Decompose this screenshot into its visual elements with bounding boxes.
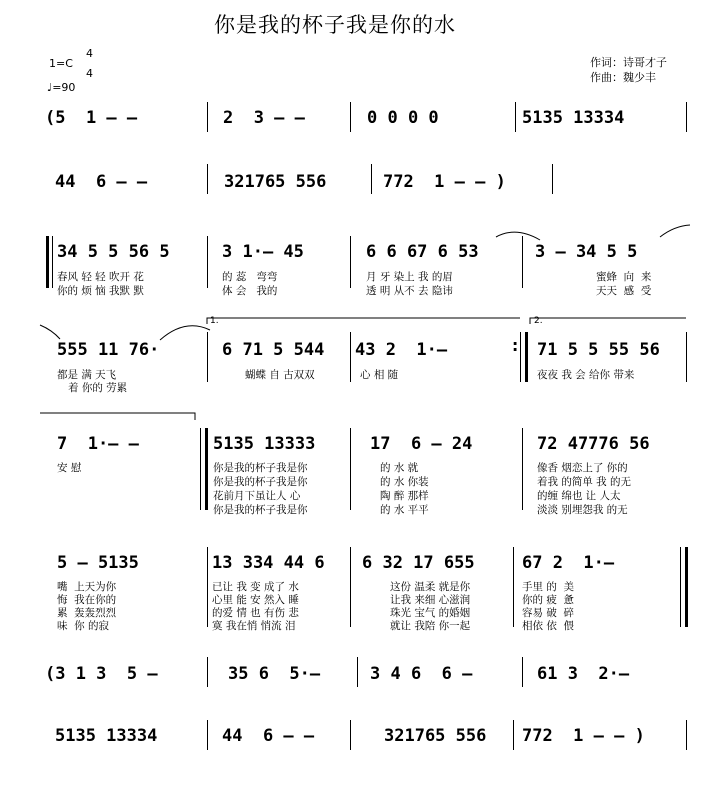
- slur-tie: [496, 232, 540, 240]
- lyric-5-3-d: 的 水 平平: [380, 504, 429, 516]
- measure-8-1: 5135 13334: [55, 726, 158, 746]
- volta-2-bracket: [530, 318, 686, 324]
- measure-1-4: 5135 13334: [522, 108, 625, 128]
- repeat-end-dots: :: [510, 336, 521, 356]
- lyric-3-1-b: 你的 烦 恼 我默 默: [57, 285, 144, 297]
- measure-4-4: 71 5 5 55 56: [537, 340, 660, 360]
- measure-6-4: 67 2 1·–: [522, 553, 615, 573]
- lyric-3-3-a: 月 牙 染上 我 的眉: [366, 271, 453, 283]
- slur-tie: [660, 225, 690, 237]
- lyric-3-3-b: 透 明 从不 去 隐讳: [366, 285, 453, 297]
- measure-8-3: 321765 556: [384, 726, 487, 746]
- lyric-5-2-c: 花前月下虽让人 心: [213, 490, 301, 502]
- lyric-5-4-a: 像香 烟恋上了 你的: [537, 462, 628, 474]
- volta-1-label: 1.: [210, 316, 219, 326]
- lyric-4-3-a: 心 相 随: [360, 369, 399, 381]
- composer-credit: 作曲：魏少丰: [590, 71, 656, 84]
- measure-1-3: 0 0 0 0: [367, 108, 439, 128]
- song-title: 你是我的杯子我是你的水: [214, 13, 456, 37]
- lyric-6-3-c: 珠光 宝气 的婚姻: [390, 607, 471, 619]
- lyric-6-3-d: 就让 我陪 你一起: [390, 620, 471, 632]
- lyric-4-1-b: 着 你的 劳累: [68, 382, 128, 394]
- measure-7-4: 61 3 2·–: [537, 664, 630, 684]
- tempo-marking: ♩=90: [47, 81, 76, 94]
- measure-8-4: 772 1 – – ): [522, 726, 645, 746]
- lyric-5-3-b: 的 水 你装: [380, 476, 429, 488]
- lyric-6-2-d: 寞 我在悄 悄流 泪: [212, 620, 296, 632]
- lyric-5-1-a: 安 慰: [57, 462, 82, 474]
- lyric-3-2-b: 体 会 我的: [222, 285, 278, 297]
- measure-8-2: 44 6 – –: [222, 726, 315, 746]
- measure-6-1: 5 – 5135: [57, 553, 139, 573]
- lyric-5-4-b: 着我 的简单 我 的无: [537, 476, 632, 488]
- lyric-3-2-a: 的 蕊 弯弯: [222, 271, 278, 283]
- measure-1-2: 2 3 – –: [223, 108, 305, 128]
- lyric-6-3-a: 这份 温柔 就是你: [390, 581, 471, 593]
- phrase-line: [40, 413, 195, 420]
- lyric-3-1-a: 春风 轻 轻 吹开 花: [57, 271, 144, 283]
- time-signature-bottom: 4: [86, 67, 93, 80]
- measure-3-3: 6 6 67 6 53: [366, 242, 479, 262]
- lyric-5-2-b: 你是我的杯子我是你: [213, 476, 308, 488]
- lyricist-credit: 作词：诗哥才子: [590, 56, 667, 69]
- volta-1-bracket: [207, 318, 520, 324]
- measure-4-1: 555 11 76·: [57, 340, 160, 360]
- lyric-5-3-a: 的 水 就: [380, 462, 419, 474]
- lyric-6-3-b: 让我 来细 心滋润: [390, 594, 471, 606]
- measure-5-4: 72 47776 56: [537, 434, 650, 454]
- lyric-6-1-a: 嘴 上天为你: [57, 581, 117, 593]
- lyric-5-3-c: 陶 醉 那样: [380, 490, 429, 502]
- measure-3-2: 3 1·– 45: [222, 242, 304, 262]
- measure-5-3: 17 6 – 24: [370, 434, 473, 454]
- lyric-4-4-a: 夜夜 我 会 给你 带来: [537, 369, 635, 381]
- measure-7-2: 35 6 5·–: [228, 664, 321, 684]
- measure-5-1: 7 1·– –: [57, 434, 139, 454]
- measure-3-1: 34 5 5 56 5: [57, 242, 170, 262]
- slur-tie: [40, 325, 60, 339]
- lyric-6-1-d: 味 你 的寂: [57, 620, 110, 632]
- measure-2-3: 772 1 – – ): [383, 172, 506, 192]
- measure-7-1: (3 1 3 5 –: [45, 664, 158, 684]
- lyric-6-1-b: 悔 我在你的: [57, 594, 117, 606]
- lyric-6-4-c: 容易 破 碎: [522, 607, 575, 619]
- lyric-5-4-c: 的缠 绵也 让 人太: [537, 490, 621, 502]
- lyric-5-2-a: 你是我的杯子我是你: [213, 462, 308, 474]
- lyric-4-1-a: 都是 满 天飞: [57, 369, 117, 381]
- measure-7-3: 3 4 6 6 –: [370, 664, 473, 684]
- measure-4-3: 43 2 1·–: [355, 340, 448, 360]
- lyric-6-2-c: 的爱 情 也 有伤 悲: [212, 607, 299, 619]
- measure-2-2: 321765 556: [224, 172, 327, 192]
- lyric-6-2-b: 心里 能 安 然入 睡: [212, 594, 299, 606]
- measure-6-3: 6 32 17 655: [362, 553, 475, 573]
- time-signature-top: 4: [86, 47, 93, 60]
- lyric-6-1-c: 累 轰轰烈烈: [57, 607, 117, 619]
- lyric-6-2-a: 已让 我 变 成了 水: [212, 581, 299, 593]
- measure-6-2: 13 334 44 6: [212, 553, 325, 573]
- lyric-5-4-d: 淡淡 别埋怨我 的无: [537, 504, 628, 516]
- lyric-5-2-d: 你是我的杯子我是你: [213, 504, 308, 516]
- lyric-6-4-a: 手里 的 美: [522, 581, 575, 593]
- volta-2-label: 2.: [534, 316, 543, 326]
- measure-3-4: 3 – 34 5 5: [535, 242, 638, 262]
- measure-1-1: (5 1 – –: [45, 108, 138, 128]
- key-signature: 1=C: [49, 57, 73, 70]
- slur-tie: [160, 326, 210, 340]
- lyric-6-4-b: 你的 疲 惫: [522, 594, 575, 606]
- lyric-3-4-a: 蜜蜂 向 来: [596, 271, 652, 283]
- measure-5-2: 5135 13333: [213, 434, 316, 454]
- lyric-6-4-d: 相依 依 偎: [522, 620, 575, 632]
- measure-2-1: 44 6 – –: [55, 172, 148, 192]
- lyric-3-4-b: 天天 感 受: [596, 285, 652, 297]
- lyric-4-2-a: 蝴蝶 自 古双双: [245, 369, 315, 381]
- measure-4-2: 6 71 5 544: [222, 340, 325, 360]
